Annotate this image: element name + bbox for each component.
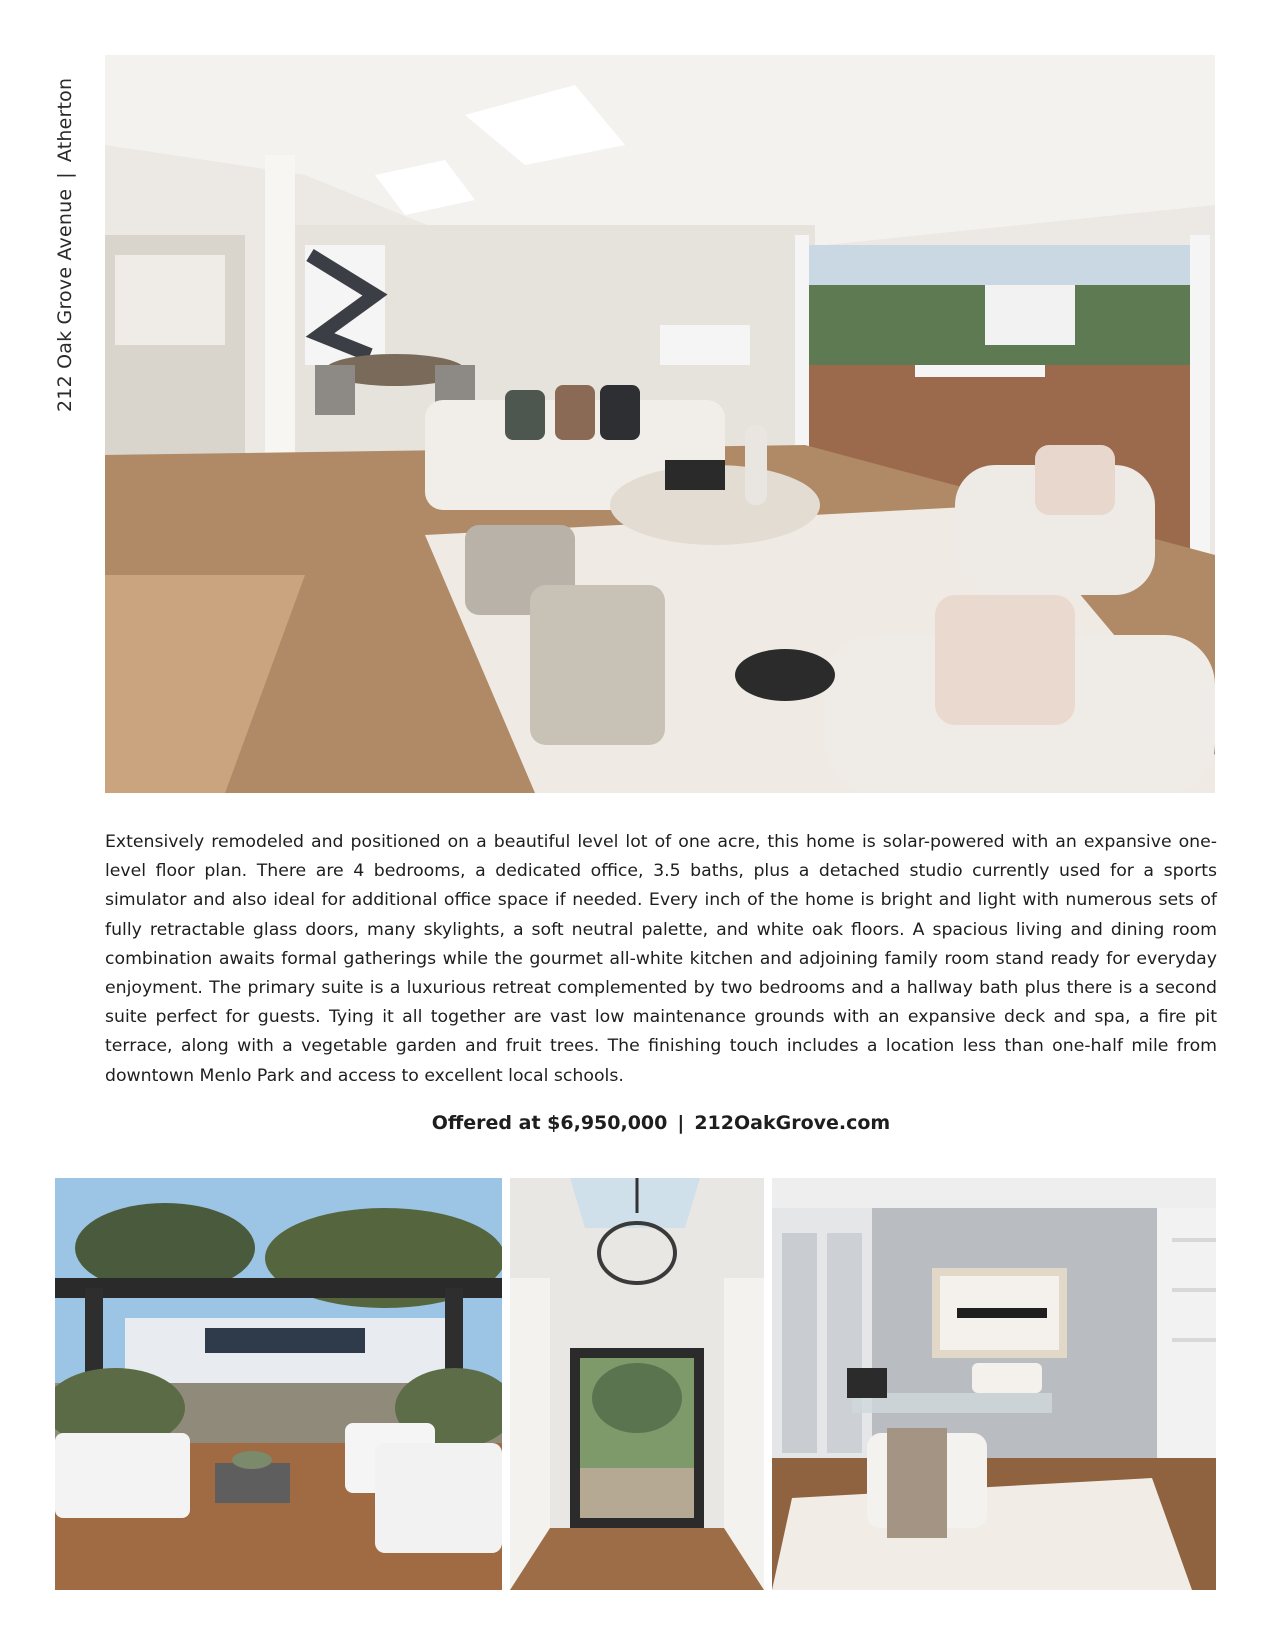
offer-price: Offered at $6,950,000 bbox=[431, 1112, 668, 1134]
entry-foyer-photo bbox=[510, 1178, 764, 1590]
pergola-patio-photo bbox=[55, 1178, 502, 1590]
offer-website: 212OakGrove.com bbox=[694, 1112, 891, 1134]
property-description: Extensively remodeled and positioned on a beautiful level lot of one acre, this home is solar-powered with an expansive one-level floor plan. There are 4 bedrooms, a dedicated office, 3.5 baths, plus a detached studio currently used for a sports simulator and also ideal for additional office space if needed. Every inch of the home is bright and light with numerous sets of fully retractable glass doors, many skylights, a soft neutral palette, and white oak floors. A spacious living and dining room combination awaits formal gatherings while the gourmet all-white kitchen and adjoining family room stand ready for everyday enjoyment. The primary suite is a luxurious retreat complemented by two bedrooms and a hallway bath plus there is a second suite perfect for guests. Tying it all together are vast low maintenance grounds with an expansive deck and spa, a fire pit terrace, along with a vegetable garden and fruit trees. The finishing touch includes a location less than one-half mile from downtown Menlo Park and access to excellent local schools. bbox=[105, 832, 1217, 1086]
address-text: 212 Oak Grove Avenue bbox=[54, 188, 76, 412]
address-separator: | bbox=[54, 172, 76, 179]
home-office-photo bbox=[772, 1178, 1216, 1590]
offer-line bbox=[0, 1112, 1275, 1134]
city-text: Atherton bbox=[54, 77, 76, 163]
hero-living-room-photo bbox=[105, 55, 1215, 793]
offer-separator: | bbox=[677, 1112, 685, 1134]
property-address-label bbox=[48, 52, 82, 412]
